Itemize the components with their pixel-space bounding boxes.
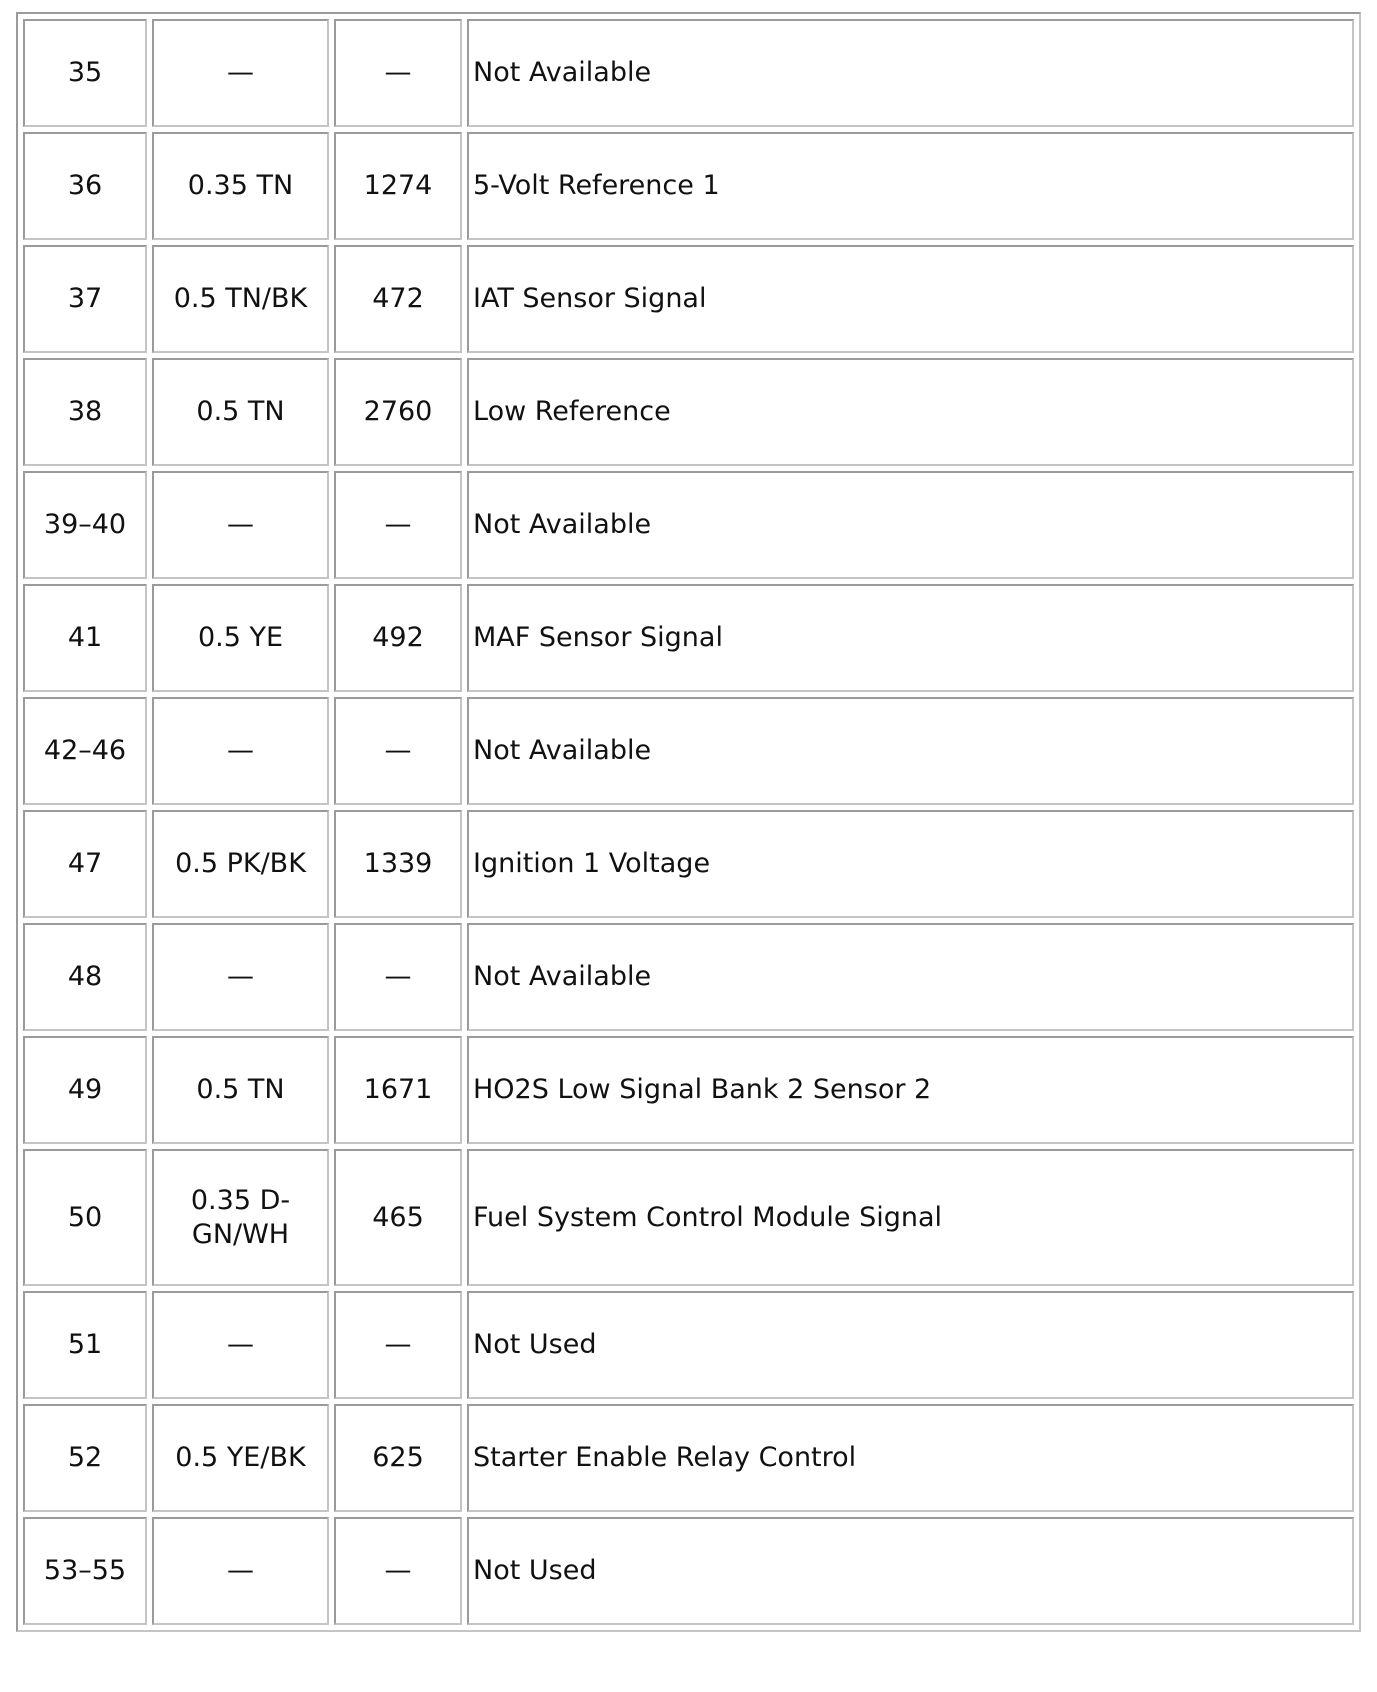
wire-color-cell: 0.5 TN — [152, 1036, 329, 1144]
wire-color-cell: — — [152, 697, 329, 805]
function-cell: HO2S Low Signal Bank 2 Sensor 2 — [467, 1036, 1354, 1144]
circuit-number-cell: 492 — [334, 584, 462, 692]
pin-cell: 47 — [23, 810, 147, 918]
circuit-number-cell: — — [334, 1517, 462, 1625]
circuit-number-cell: 1339 — [334, 810, 462, 918]
pin-cell: 41 — [23, 584, 147, 692]
table-row — [23, 471, 1354, 579]
table-row — [23, 19, 1354, 127]
table-row — [23, 1291, 1354, 1399]
wire-color-cell: 0.5 TN/BK — [152, 245, 329, 353]
function-cell: Low Reference — [467, 358, 1354, 466]
table-row — [23, 358, 1354, 466]
pin-cell: 38 — [23, 358, 147, 466]
table-row — [23, 584, 1354, 692]
function-cell: Not Available — [467, 19, 1354, 127]
connector-pinout-table — [16, 12, 1361, 1632]
pin-cell: 50 — [23, 1149, 147, 1286]
wire-color-cell: 0.5 YE — [152, 584, 329, 692]
circuit-number-cell: — — [334, 471, 462, 579]
wire-color-cell: — — [152, 1517, 329, 1625]
circuit-number-cell: 2760 — [334, 358, 462, 466]
function-cell: Not Available — [467, 697, 1354, 805]
function-cell: MAF Sensor Signal — [467, 584, 1354, 692]
wire-color-cell: 0.35 D-GN/WH — [152, 1149, 329, 1286]
circuit-number-cell: 1274 — [334, 132, 462, 240]
wire-color-cell: 0.35 TN — [152, 132, 329, 240]
function-cell: 5-Volt Reference 1 — [467, 132, 1354, 240]
pin-cell: 35 — [23, 19, 147, 127]
wire-color-cell: 0.5 YE/BK — [152, 1404, 329, 1512]
function-cell: Not Available — [467, 923, 1354, 1031]
function-cell: Not Used — [467, 1291, 1354, 1399]
function-cell: Not Available — [467, 471, 1354, 579]
pin-cell: 36 — [23, 132, 147, 240]
wire-color-cell: — — [152, 923, 329, 1031]
function-cell: Not Used — [467, 1517, 1354, 1625]
wire-color-cell: — — [152, 471, 329, 579]
function-cell: Ignition 1 Voltage — [467, 810, 1354, 918]
table-row — [23, 1149, 1354, 1286]
wire-color-cell: 0.5 TN — [152, 358, 329, 466]
circuit-number-cell: — — [334, 1291, 462, 1399]
pin-cell: 39–40 — [23, 471, 147, 579]
table-row — [23, 245, 1354, 353]
wire-color-cell: — — [152, 19, 329, 127]
pin-cell: 49 — [23, 1036, 147, 1144]
circuit-number-cell: — — [334, 923, 462, 1031]
table-row — [23, 132, 1354, 240]
pin-cell: 48 — [23, 923, 147, 1031]
table-row — [23, 1036, 1354, 1144]
wire-color-cell: 0.5 PK/BK — [152, 810, 329, 918]
pin-cell: 52 — [23, 1404, 147, 1512]
table-row — [23, 923, 1354, 1031]
function-cell: IAT Sensor Signal — [467, 245, 1354, 353]
circuit-number-cell: 465 — [334, 1149, 462, 1286]
function-cell: Fuel System Control Module Signal — [467, 1149, 1354, 1286]
pin-cell: 53–55 — [23, 1517, 147, 1625]
circuit-number-cell: — — [334, 19, 462, 127]
table-row — [23, 810, 1354, 918]
circuit-number-cell: 625 — [334, 1404, 462, 1512]
wire-color-cell: — — [152, 1291, 329, 1399]
function-cell: Starter Enable Relay Control — [467, 1404, 1354, 1512]
pin-cell: 51 — [23, 1291, 147, 1399]
circuit-number-cell: 472 — [334, 245, 462, 353]
table-row — [23, 1404, 1354, 1512]
table-row — [23, 1517, 1354, 1625]
circuit-number-cell: 1671 — [334, 1036, 462, 1144]
pin-cell: 42–46 — [23, 697, 147, 805]
table-row — [23, 697, 1354, 805]
circuit-number-cell: — — [334, 697, 462, 805]
pin-cell: 37 — [23, 245, 147, 353]
